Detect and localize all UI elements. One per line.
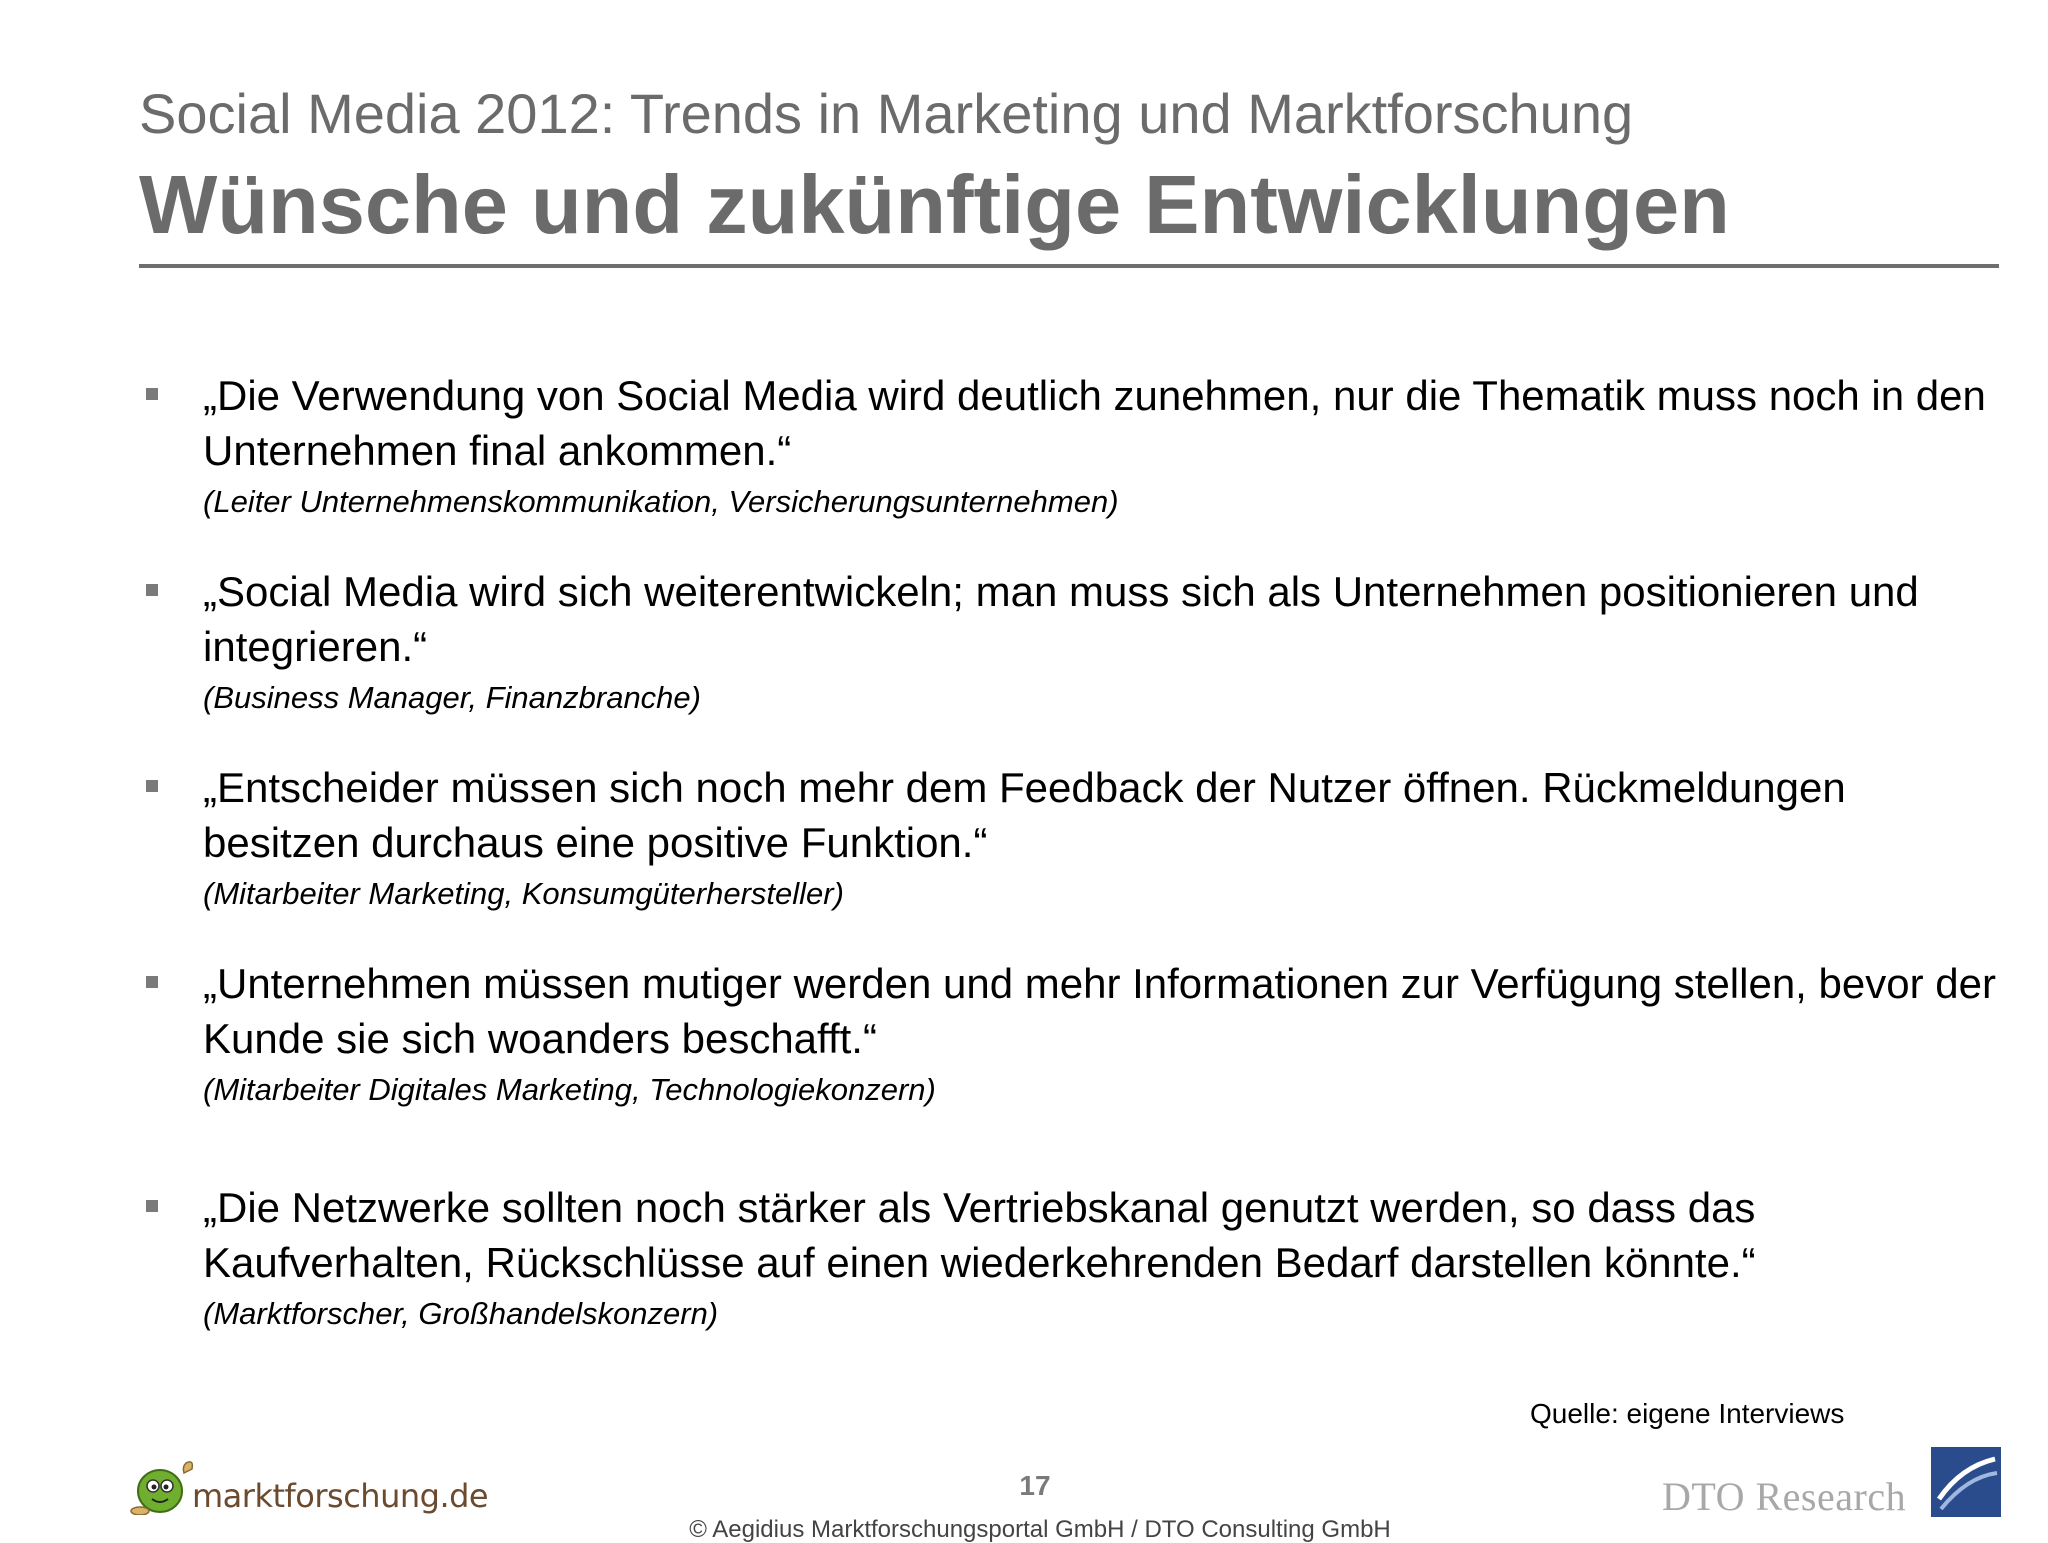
page-number: 17 [1019,1470,1051,1501]
page-subtitle: Social Media 2012: Trends in Marketing und Marktforschung [139,82,1634,145]
quote-source: (Mitarbeiter Marketing, Konsumgüterhersteller) [203,876,844,911]
quote-source: (Marktforscher, Großhandelskonzern) [203,1296,719,1331]
quote-source: (Mitarbeiter Digitales Marketing, Technologiekonzern) [203,1072,936,1107]
page-title: Wünsche und zukünftige Entwicklungen [139,158,1730,251]
quote-text: „Die Netzwerke sollten noch stärker als Vertriebskanal genutzt werden, so dass das Kaufverhalten, Rückschlüsse auf einen wiederkehrenden Bedarf darstellen könnte.“ [203,1184,1756,1286]
quote-text: „Die Verwendung von Social Media wird deutlich zunehmen, nur die Thematik muss noch in den Unternehmen final ankommen.“ [203,372,1986,474]
bullet-marker [146,584,158,596]
marktforschung-logo-text: marktforschung.de [192,1477,489,1515]
copyright-notice: © Aegidius Marktforschungsportal GmbH / DTO Consulting GmbH [689,1516,1391,1543]
bullet-marker [146,1200,158,1212]
quote-source: (Business Manager, Finanzbranche) [203,680,701,715]
title-divider [139,264,1999,268]
mascot-icon [130,1455,200,1515]
bullet-marker [146,388,158,400]
bullet-marker [146,976,158,988]
quote-text: „Unternehmen müssen mutiger werden und mehr Informationen zur Verfügung stellen, bevor der Kunde sie sich woanders beschafft.“ [203,960,1996,1062]
dto-swoosh-icon [1931,1447,2001,1517]
bullet-marker [146,780,158,792]
quote-text: „Social Media wird sich weiterentwickeln; man muss sich als Unternehmen positionieren und integrieren.“ [203,568,1919,670]
quote-source: (Leiter Unternehmenskommunikation, Versicherungsunternehmen) [203,484,1119,519]
quote-text: „Entscheider müssen sich noch mehr dem Feedback der Nutzer öffnen. Rückmeldungen besitzen durchaus eine positive Funktion.“ [203,764,1846,866]
source-note: Quelle: eigene Interviews [1530,1398,1845,1429]
dto-research-logo-text: DTO Research [1662,1474,1907,1519]
